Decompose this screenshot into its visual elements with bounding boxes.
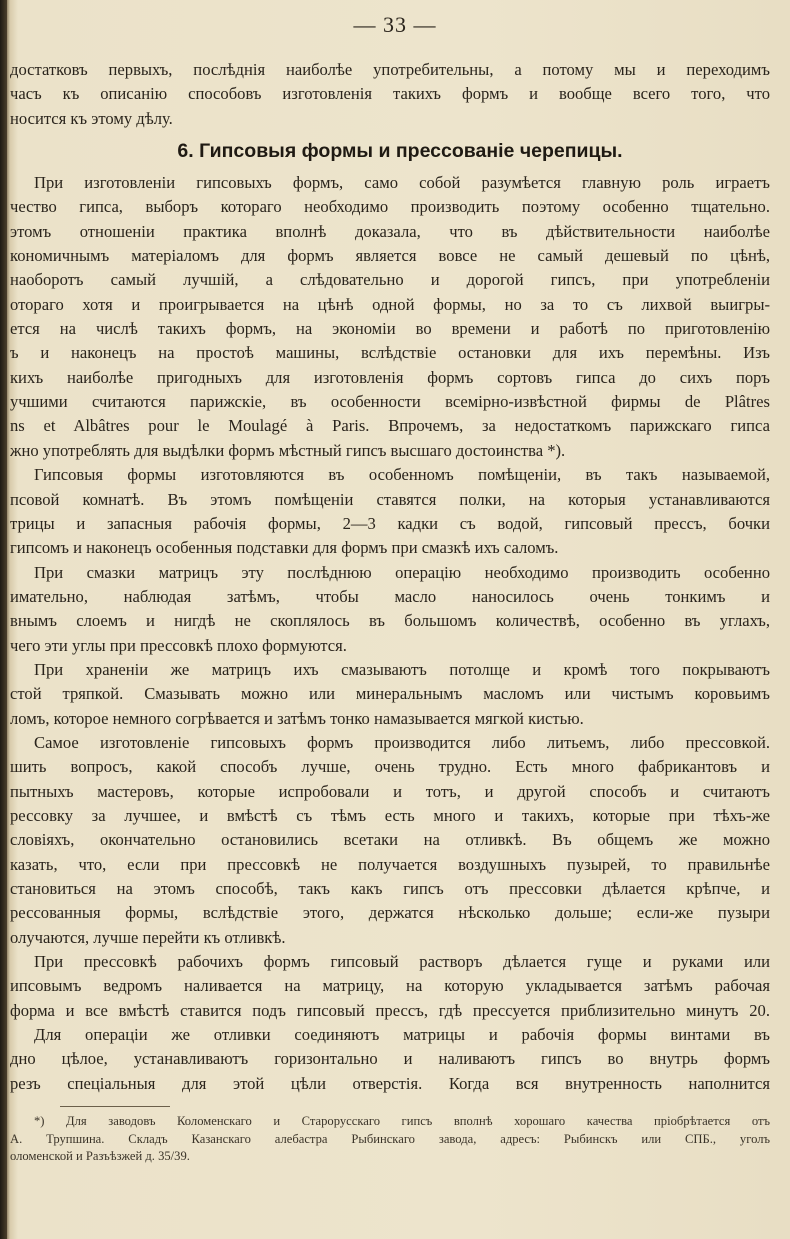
text-line: ломъ, которое немного согрѣвается и затѣмъ тонко намазывается мягкой кистью. — [10, 708, 584, 728]
text-line: носится къ этому дѣлу. — [10, 108, 173, 128]
text-line: имательно, наблюдая затѣмъ, чтобы масло наносилось очень тонкимъ и — [10, 586, 770, 606]
paragraph-matrix-greasing — [10, 561, 770, 658]
book-spine — [0, 0, 7, 1239]
text-line: шить вопросъ, какой способъ лучше, очень трудно. Есть много фабрикантовъ и — [10, 757, 770, 777]
text-line: учшими считаются парижскіе, въ особенности всемірно-извѣстной фирмы de Plâtres — [10, 392, 770, 412]
text-line: словіяхъ, окончательно остановились всетаки на отливкѣ. Въ общемъ же можно — [10, 830, 770, 850]
text-line: рессованныя формы, вслѣдствіе этого, держатся нѣсколько дольше; если-же пузыри — [10, 903, 770, 923]
text-line: При изготовленіи гипсовыхъ формъ, само собой разумѣется главную роль играетъ — [34, 173, 770, 193]
text-line: Самое изготовленіе гипсовыхъ формъ производится либо литьемъ, либо прессовкой. — [34, 732, 770, 752]
text-line: олучаются, лучше перейти къ отливкѣ. — [10, 927, 286, 947]
text-line: При смазки матрицъ эту послѣднюю операцію необходимо производить особенно — [34, 562, 770, 582]
footnote-line: А. Трупшина. Складъ Казанскаго алебастра Рыбинскаго завода, адресъ: Рыбинскъ или СПБ., уголъ — [10, 1131, 770, 1146]
text-line: казать, что, если при прессовкѣ не получается воздушныхъ пузырей, то правильнѣе — [10, 854, 770, 874]
text-line: Гипсовыя формы изготовляются въ особенномъ помѣщеніи, въ такъ называемой, — [34, 465, 770, 485]
paragraph-pressing-process — [10, 950, 770, 1023]
text-line: рессовку за лучшее, и вмѣстѣ съ тѣмъ есть много и такихъ, которые при тѣхъ-же — [10, 805, 770, 825]
intro-paragraph — [10, 58, 770, 131]
text-line: кономичнымъ матеріаломъ для формъ является вовсе не самый дешевый по цѣнѣ, — [10, 246, 770, 266]
text-line: становиться на этомъ способѣ, такъ какъ гипсъ отъ прессовки дѣлается крѣпче, и — [10, 879, 770, 898]
text-line: гипсомъ и наконецъ особенныя подставки для формъ при смазкѣ ихъ саломъ. — [10, 538, 559, 558]
text-line: стой тряпкой. Смазывать можно или минеральнымъ масломъ или чистымъ коровьимъ — [10, 684, 770, 704]
text-line: ъ и наконецъ на простоѣ машины, вслѣдствіе остановки для ихъ перемѣны. Изъ — [10, 343, 770, 363]
paragraph-gypsum-room — [10, 463, 770, 560]
text-line: дно цѣлое, устанавливаютъ горизонтально и наливаютъ гипсъ во внутрь формъ — [10, 1049, 770, 1069]
text-line: пытныхъ мастеровъ, которые испробовали и тотъ, и другой способъ и считаютъ — [10, 781, 770, 801]
text-line: форма и все вмѣстѣ ставится подъ гипсовый прессъ, гдѣ прессуется приблизительно минутъ 20. — [10, 1000, 770, 1020]
paragraph-casting-process — [10, 1023, 770, 1096]
page-number: — 33 — — [353, 12, 437, 37]
text-line: трицы и запасныя рабочія формы, 2—3 кадки съ водой, гипсовый прессъ, бочки — [10, 513, 770, 533]
text-line: кихъ наиболѣе пригодныхъ для изготовленія формъ сортовъ гипса до сихъ поръ — [10, 367, 770, 387]
text-line: псовой комнатѣ. Въ этомъ помѣщеніи ставятся полки, на которыя устанавливаются — [10, 489, 770, 509]
text-line: этомъ отношеніи практика вполнѣ доказала, что въ дѣйствительности наиболѣе — [10, 221, 770, 241]
paragraph-casting-vs-pressing — [10, 731, 770, 950]
text-line: чего эти углы при прессовкѣ плохо формуются. — [10, 635, 347, 655]
section-heading: 6. Гипсовыя формы и прессованіе черепицы. — [177, 140, 623, 163]
paragraph-matrix-storage — [10, 658, 770, 731]
text-line: Для операціи же отливки соединяютъ матрицы и рабочія формы винтами въ — [34, 1025, 770, 1045]
text-line: резъ спеціальныя для этой цѣли отверстія. Когда вся внутренность наполнится — [10, 1073, 770, 1093]
text-line: ипсовымъ ведромъ наливается на матрицу, на которую укладывается затѣмъ рабочая — [10, 976, 770, 996]
text-line: часъ къ описанію способовъ изготовленія такихъ формъ и вообще всего того, что — [10, 84, 770, 104]
text-line: внымъ слоемъ и нигдѣ не скоплялось въ большомъ количествѣ, особенно въ углахъ, — [10, 611, 770, 631]
text-line: ns et Albâtres pour le Moulagé à Paris. Впрочемъ, за недостаткомъ парижскаго гипса — [10, 416, 770, 436]
text-line: достатковъ первыхъ, послѣднія наиболѣе употребительны, а потому мы и переходимъ — [10, 60, 770, 79]
paragraph-gypsum-quality — [10, 171, 770, 463]
text-line: жно употреблять для выдѣлки формъ мѣстный гипсъ высшаго достоинства *). — [10, 440, 566, 460]
text-line: наоборотъ самый лучшій, а слѣдовательно и дорогой гипсъ, при употребленіи — [10, 270, 770, 290]
text-line: отораго хотя и проигрывается на цѣнѣ одной формы, но за то съ лихвой выигры- — [10, 294, 770, 314]
text-line: чество гипса, выборъ котораго необходимо производить поэтому особенно тщательно. — [10, 197, 770, 217]
footnote-divider — [60, 1106, 170, 1107]
page-body — [10, 58, 770, 1166]
footnote — [10, 1113, 770, 1166]
text-line: При храненіи же матрицъ ихъ смазываютъ потолще и кромѣ того покрываютъ — [34, 659, 770, 679]
text-line: ется на числѣ такихъ формъ, на экономіи во времени и работѣ по приготовленію — [10, 319, 770, 339]
text-line: При прессовкѣ рабочихъ формъ гипсовый растворъ дѣлается гуще и руками или — [34, 952, 770, 972]
footnote-line: *) Для заводовъ Коломенскаго и Старорусскаго гипсъ вполнѣ хорошаго качества пріобрѣтается отъ — [34, 1114, 770, 1129]
footnote-line: оломенской и Разъѣзжей д. 35/39. — [10, 1149, 190, 1164]
